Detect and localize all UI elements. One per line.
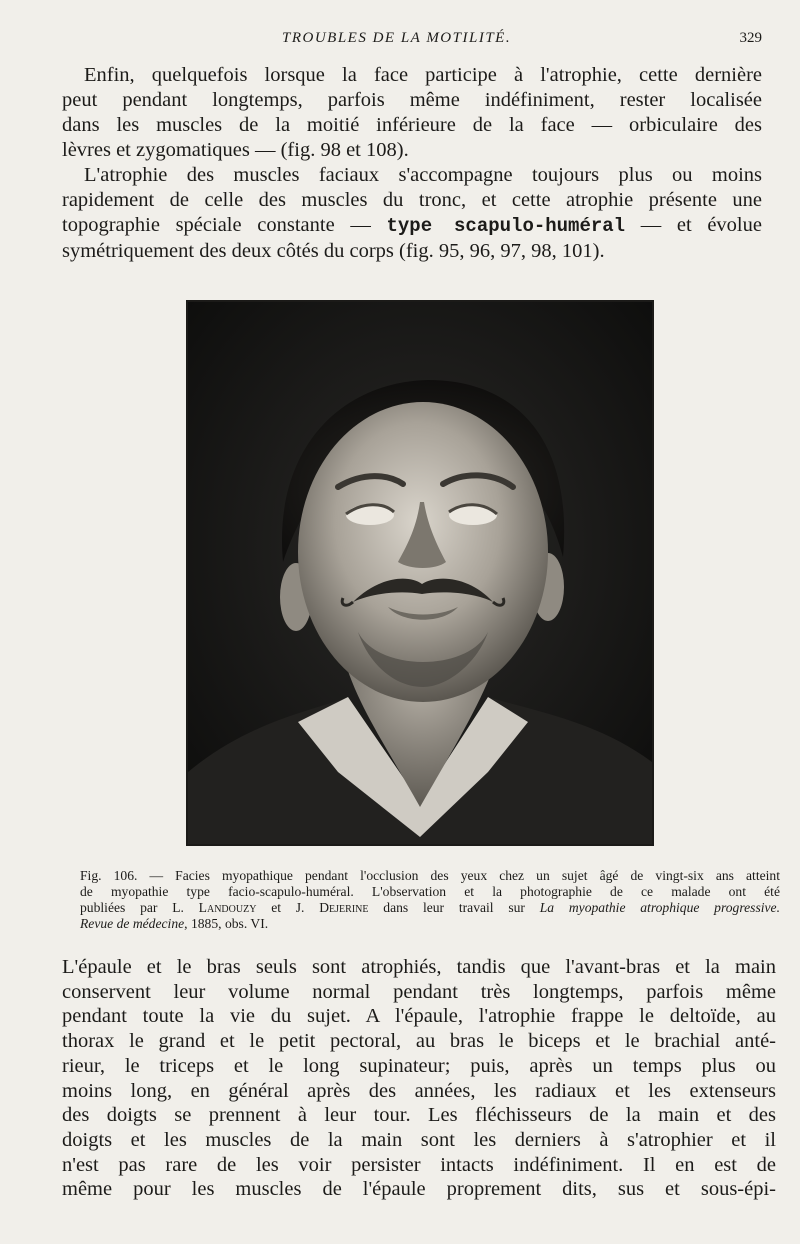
text-line: même pour les muscles de l'épaule proprement dits, sus et sous-épi- xyxy=(62,1178,776,1201)
caption-line xyxy=(80,868,780,884)
text-line: doigts et les muscles de la main sont les derniers à s'atrophier et il xyxy=(62,1128,776,1151)
caption-line xyxy=(80,900,780,916)
text-fragment: — et évolue xyxy=(625,214,762,236)
text-line: rapidement de celle des muscles du tronc, et cette atrophie présente une xyxy=(62,189,762,211)
page-number: 329 xyxy=(739,30,762,46)
text-line: thorax le grand et le petit pectoral, au bras le biceps et le brachial anté- xyxy=(62,1030,776,1053)
journal-title: Revue de médecine xyxy=(80,916,185,931)
paragraph-1 xyxy=(62,63,762,163)
text-line: moins long, en général après des années, les radiaux et les extenseurs xyxy=(62,1079,776,1102)
author-name: Landouzy xyxy=(198,900,257,915)
figure-photograph xyxy=(186,300,654,846)
text-line: symétriquement des deux côtés du corps (fig. 95, 96, 97, 98, 101). xyxy=(62,240,605,262)
text-fragment: , 1885, obs. VI. xyxy=(184,916,269,931)
portrait-photo xyxy=(188,302,652,844)
text-line xyxy=(62,213,762,239)
figure-caption xyxy=(80,868,780,932)
caption-line: de myopathie type facio-scapulo-huméral. L'observation et la photographie de ce malade ont été xyxy=(80,884,780,899)
caption-label: Fig. 106. xyxy=(80,868,138,883)
text-fragment: publiées par L. xyxy=(80,900,199,915)
running-head xyxy=(0,30,800,52)
text-fragment: — Facies myopathique pendant l'occlusion des yeux chez un sujet âgé de vingt-six ans atteint xyxy=(137,868,780,883)
text-line: L'épaule et le bras seuls sont atrophiés, tandis que l'avant-bras et la main xyxy=(62,956,776,978)
text-line: des doigts se prennent à leur tour. Les fléchisseurs de la main et des xyxy=(62,1104,776,1127)
text-line: peut pendant longtemps, parfois même indéfiniment, rester localisée xyxy=(62,89,762,111)
text-line: dans les muscles de la moitié inférieure de la face — orbiculaire des xyxy=(62,114,762,136)
text-fragment: dans leur travail sur xyxy=(368,900,540,915)
emphasized-term: type scapulo-huméral xyxy=(386,215,626,237)
text-line: Enfin, quelquefois lorsque la face participe à l'atrophie, cette dernière xyxy=(84,64,762,86)
paragraph-3 xyxy=(62,955,776,1202)
running-title: TROUBLES DE LA MOTILITÉ. xyxy=(282,30,512,46)
text-fragment: et J. xyxy=(256,900,320,915)
paragraph-2 xyxy=(62,163,762,264)
text-line: pendant toute la vie du sujet. A l'épaule, l'atrophie frappe le deltoïde, au xyxy=(62,1005,776,1028)
text-line: rieur, le triceps et le long supinateur; puis, après un temps plus ou xyxy=(62,1054,776,1077)
text-line: L'atrophie des muscles faciaux s'accompagne toujours plus ou moins xyxy=(84,164,762,186)
text-line: conservent leur volume normal pendant très longtemps, parfois même xyxy=(62,980,776,1003)
work-title: La myopathie atrophique progressive. xyxy=(539,900,780,915)
caption-line xyxy=(80,916,780,932)
author-name: Dejerine xyxy=(319,900,369,915)
text-fragment: topographie spéciale constante — xyxy=(62,214,387,236)
text-line: lèvres et zygomatiques — (fig. 98 et 108). xyxy=(62,139,409,161)
text-line: n'est pas rare de les voir persister intacts indéfiniment. Il en est de xyxy=(62,1153,776,1176)
